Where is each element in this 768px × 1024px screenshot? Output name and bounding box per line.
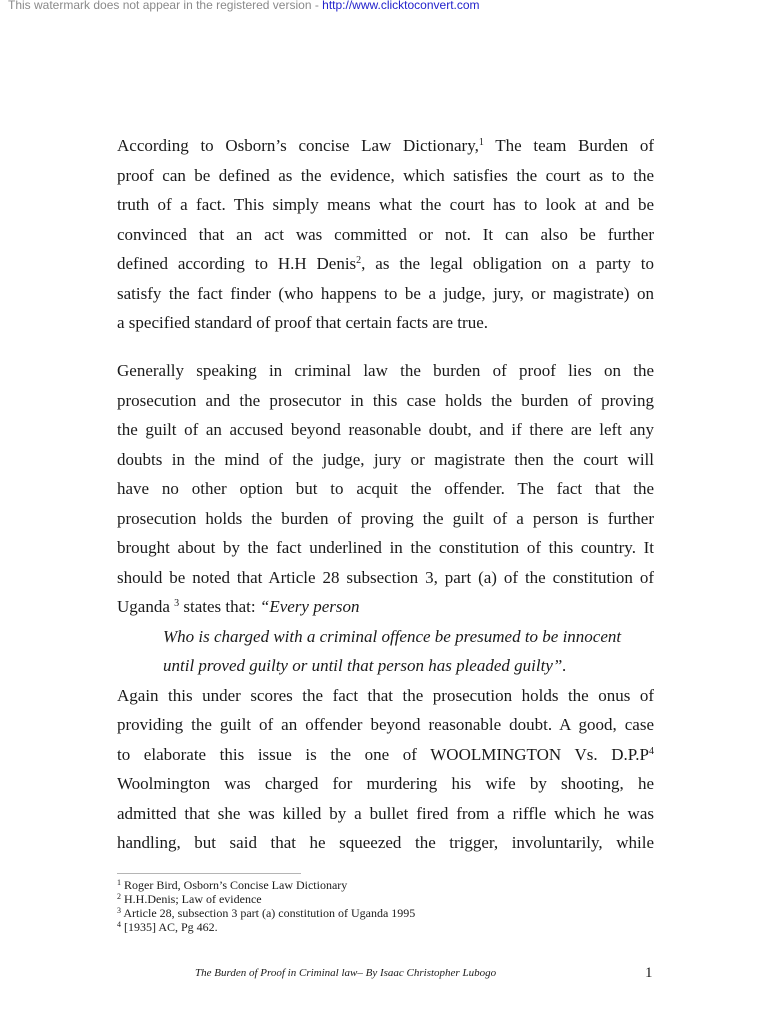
text-line: satisfy the fact finder (who happens to be a judge, jury, or magistrate) on — [117, 283, 654, 303]
text-line: providing the guilt of an offender beyond reasonable doubt. A good, case — [117, 715, 654, 734]
watermark-link[interactable]: http://www.clicktoconvert.com — [322, 0, 480, 12]
text-line: Generally speaking in criminal law the burden of proof lies on the — [117, 361, 654, 380]
text-line: truth of a fact. This simply means what the court has to look at and be — [117, 195, 654, 214]
text-line: Woolmington was charged for murdering his wife by shooting, he — [117, 774, 654, 793]
paragraph-definition — [117, 131, 654, 338]
text-line: admitted that she was killed by a bullet fired from a riffle which he was — [117, 803, 654, 823]
text-line: prosecution holds the burden of proving the guilt of a person is further — [117, 508, 654, 528]
footnote-ref[interactable]: 1 — [478, 137, 484, 148]
text-line: Uganda $^3$ states that: “Every person — [117, 597, 360, 616]
footnote-item: $^2$ H.H.Denis; Law of evidence — [117, 892, 262, 906]
footnote-ref[interactable]: 3 — [174, 598, 180, 609]
running-footer-title: The Burden of Proof in Criminal law– By Isaac Christopher Lubogo — [195, 967, 497, 979]
text-line: proof can be defined as the evidence, which satisfies the court as to the — [117, 165, 654, 185]
text-line: a specified standard of proof that certain facts are true. — [117, 313, 488, 332]
text-line: doubts in the mind of the judge, jury or magistrate then the court will — [117, 449, 654, 469]
text-line: prosecution and the prosecutor in this case holds the burden of proving — [117, 390, 654, 410]
text-line: have no other option but to acquit the offender. The fact that the — [117, 479, 654, 498]
block-quote-line: Who is charged with a criminal offence be presumed to be innocent — [163, 626, 622, 646]
text-line: Again this under scores the fact that the prosecution holds the onus of — [117, 685, 654, 705]
paragraph-burden — [117, 356, 654, 858]
watermark-text: This watermark does not appear in the registered version - — [8, 0, 323, 12]
footnotes — [117, 878, 415, 934]
text-line: should be noted that Article 28 subsection 3, part (a) of the constitution of — [117, 567, 654, 587]
watermark-notice — [8, 0, 480, 12]
footnote-divider — [117, 873, 301, 874]
block-quote-line: until proved guilty or until that person has pleaded guilty”. — [163, 656, 567, 675]
text-line: handling, but said that he squeezed the trigger, involuntarily, while — [117, 833, 654, 852]
text-line: defined according to H.H Denis$^2$, as the legal obligation on a party to — [117, 254, 654, 273]
text-line: convinced that an act was committed or not. It can also be further — [117, 224, 654, 244]
footnote-item: $^3$ Article 28, subsection 3 part (a) constitution of Uganda 1995 — [117, 906, 416, 920]
footnote-ref[interactable]: 4 — [649, 745, 654, 757]
quote-start: “Every person — [259, 597, 360, 616]
page-number: 1 — [645, 965, 653, 981]
footnote-item: $^4$ [1935] AC, Pg 462. — [117, 920, 218, 934]
footnote-ref[interactable]: 2 — [356, 255, 362, 266]
text-line: to elaborate this issue is the one of WOOLMINGTON Vs. $D.P.P^4$ — [117, 744, 654, 764]
text-line: the guilt of an accused beyond reasonable doubt, and if there are left any — [117, 420, 654, 439]
footnote-item: $^1$ Roger Bird, Osborn’s Concise Law Dictionary — [117, 878, 348, 892]
text-line: brought about by the fact underlined in the constitution of this country. It — [117, 538, 654, 557]
text-line: According to Osborn’s concise Law Dictionary,$^1$ The team Burden of — [117, 136, 654, 155]
